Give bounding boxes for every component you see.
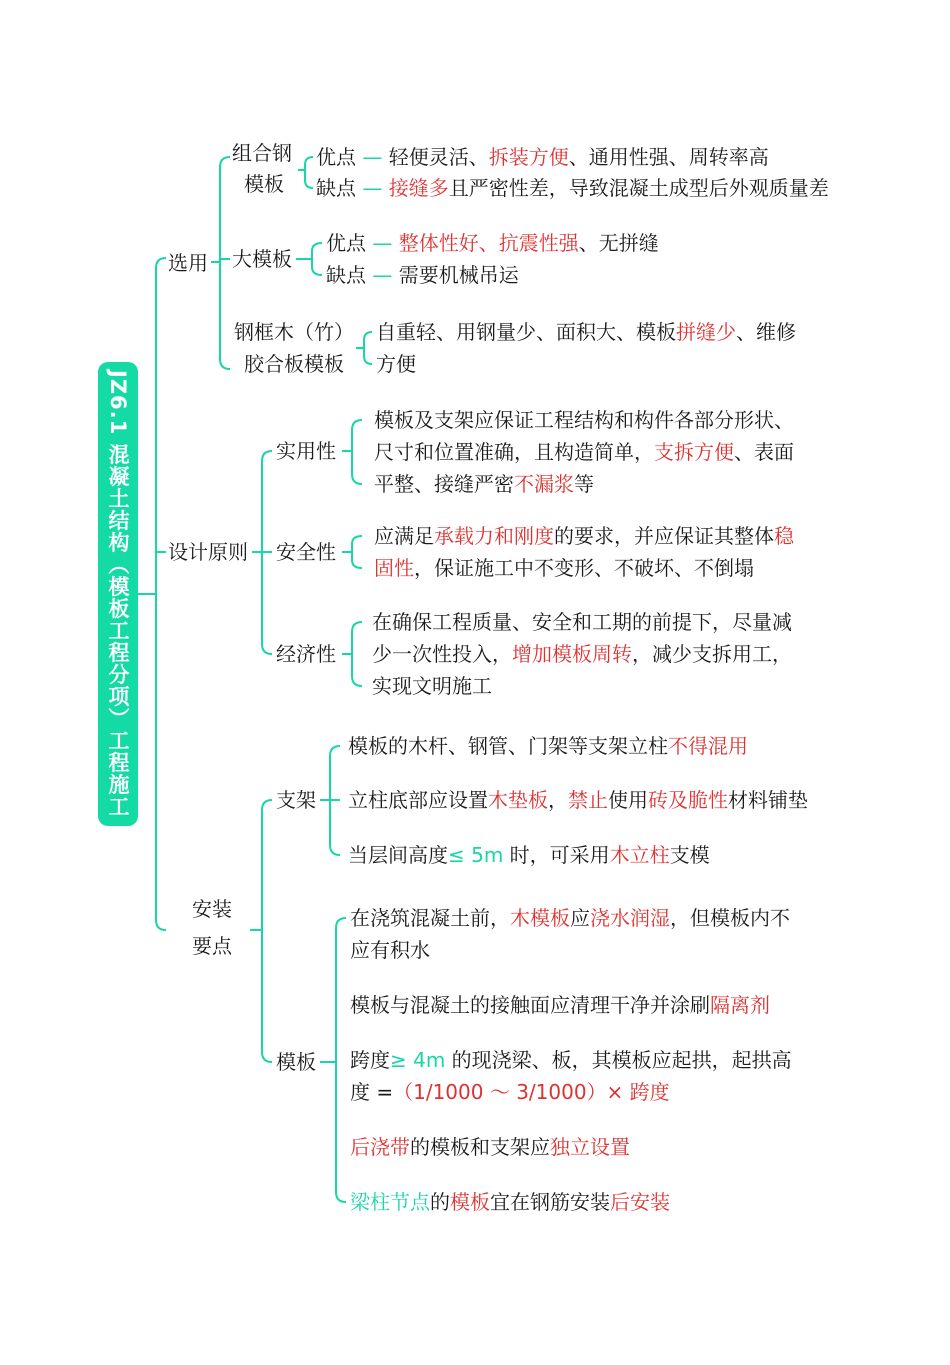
damuban-disadvantage: 缺点 — 需要机械吊运 <box>326 263 519 287</box>
node-anzhuang-line2: 要点 <box>192 934 232 958</box>
jingji-line3: 实现文明施工 <box>372 674 492 698</box>
shiyong-line2: 尺寸和位置准确，且构造简单，支拆方便、表面 <box>374 440 794 464</box>
zhijia-item-3: 当层间高度≤ 5m 时，可采用木立柱支模 <box>348 843 710 867</box>
muban-item-3-line1: 跨度≥ 4m 的现浇梁、板，其模板应起拱，起拱高 <box>350 1048 792 1072</box>
damuban-advantage: 优点 — 整体性好、抗震性强、无拼缝 <box>326 231 659 255</box>
muban-item-1-line1: 在浇筑混凝土前，木模板应浇水润湿，但模板内不 <box>350 906 790 930</box>
gangkuang-desc-line2: 方便 <box>376 352 416 376</box>
zhijia-item-1: 模板的木杆、钢管、门架等支架立柱不得混用 <box>348 734 748 758</box>
connector-anquan-spine <box>352 536 362 568</box>
zuhegang-disadvantage: 缺点 — 接缝多且严密性差，导致混凝土成型后外观质量差 <box>316 176 829 200</box>
jingji-line2: 少一次性投入，增加模板周转，减少支拆用工， <box>372 642 792 666</box>
jingji-line1: 在确保工程质量、安全和工期的前提下，尽量减 <box>372 610 792 634</box>
node-sheji: 设计原则 <box>168 540 248 564</box>
node-anquan: 安全性 <box>276 540 336 564</box>
zhijia-item-2: 立柱底部应设置木垫板，禁止使用砖及脆性材料铺垫 <box>348 788 808 812</box>
node-shiyong: 实用性 <box>276 439 336 463</box>
node-zuhegang-line1: 组合钢 <box>232 141 292 165</box>
node-gangkuang-line2: 胶合板模板 <box>244 352 344 376</box>
node-muban: 模板 <box>276 1050 316 1074</box>
connector-damuban-spine <box>312 243 322 275</box>
root-node <box>98 362 138 826</box>
connector-xuanyong-spine <box>220 157 230 369</box>
anquan-line2: 固性，保证施工中不变形、不破坏、不倒塌 <box>374 556 754 580</box>
zuhegang-advantage: 优点 — 轻便灵活、拆装方便、通用性强、周转率高 <box>316 145 769 169</box>
node-anzhuang-line1: 安装 <box>192 897 232 921</box>
node-jingji: 经济性 <box>276 642 336 666</box>
connector-muban-spine <box>336 918 346 1202</box>
node-zuhegang-line2: 模板 <box>244 172 284 196</box>
muban-item-2: 模板与混凝土的接触面应清理干净并涂刷隔离剂 <box>350 993 770 1017</box>
muban-item-5: 梁柱节点的模板宜在钢筋安装后安装 <box>350 1190 670 1214</box>
connector-zuhegang-spine <box>305 157 313 188</box>
shiyong-line1: 模板及支架应保证工程结构和构件各部分形状、 <box>374 408 794 432</box>
connector-gangkuang-spine <box>364 332 372 364</box>
shiyong-line3: 平整、接缝严密不漏浆等 <box>374 472 594 496</box>
node-zhijia: 支架 <box>276 788 316 812</box>
root-title: JZ6.1 混凝土结构（模板工程分项）工程施工 <box>106 370 130 818</box>
muban-item-3-line2: 度 =（1/1000 ～ 3/1000）× 跨度 <box>350 1080 670 1104</box>
connector-shiyong-spine <box>352 420 362 484</box>
anquan-line1: 应满足承载力和刚度的要求，并应保证其整体稳 <box>374 524 794 548</box>
node-damuban: 大模板 <box>232 247 292 271</box>
connector-anzhuang-spine <box>262 800 272 1062</box>
node-gangkuang-line1: 钢框木（竹） <box>234 320 354 344</box>
muban-item-4: 后浇带的模板和支架应独立设置 <box>350 1135 630 1159</box>
gangkuang-desc-line1: 自重轻、用钢量少、面积大、模板拼缝少、维修 <box>376 320 796 344</box>
node-xuanyong: 选用 <box>168 251 208 275</box>
connector-l1-spine <box>156 258 166 930</box>
connector-jingji-spine <box>352 622 362 686</box>
muban-item-1-line2: 应有积水 <box>350 938 430 962</box>
